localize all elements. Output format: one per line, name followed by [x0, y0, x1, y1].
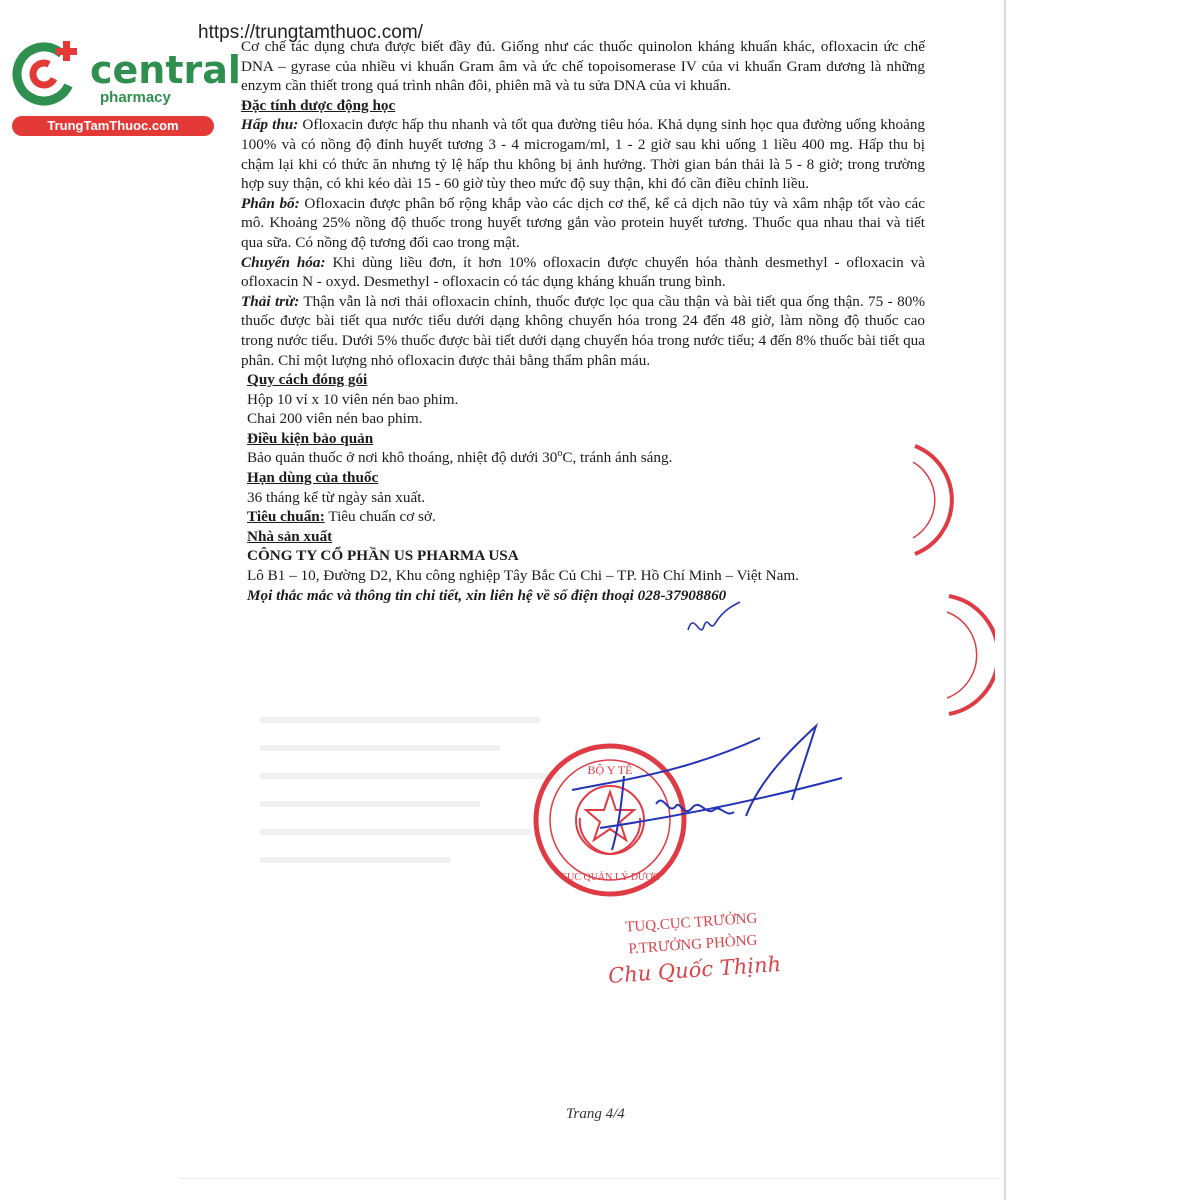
elimination-label: Thải trừ:	[241, 292, 300, 310]
standard-text: Tiêu chuẩn cơ sở.	[328, 508, 436, 526]
signer-name: Chu Quốc Thịnh	[607, 951, 782, 988]
manufacturer-name: CÔNG TY CỔ PHẦN US PHARMA USA	[247, 547, 519, 565]
logo-subtitle: pharmacy	[100, 89, 171, 106]
storage-text-after: C, tránh ánh sáng.	[562, 449, 673, 467]
partial-stamp-right-lower-icon	[935, 590, 995, 720]
distribution-label: Phân bố:	[241, 194, 300, 212]
packaging-heading: Quy cách đóng gói	[247, 371, 368, 389]
distribution-text: Ofloxacin được phân bố rộng khắp vào các dịch cơ thể, kể cả dịch não tủy và xâm nhập tốt vào các mô. Khoảng 25% nồng độ thuốc trong huyết tương gắn vào protein huyết tương. Thuốc qua nhau thai và tiết qua sữa. Có nồng độ tương đối cao trong mật.	[241, 194, 926, 251]
initial-mark-icon	[680, 600, 750, 645]
pk-heading: Đặc tính dược động học	[241, 96, 396, 114]
distribution-paragraph	[241, 194, 925, 253]
metabolism-paragraph	[241, 253, 925, 292]
seal-bottom-text: CỤC QUẢN LÝ DƯỢC	[560, 872, 660, 883]
manufacturer-address: Lô B1 – 10, Đường D2, Khu công nghiệp Tây Bắc Củ Chi – TP. Hồ Chí Minh – Việt Nam.	[247, 567, 799, 585]
seal-top-text: BỘ Y TẾ	[587, 763, 633, 777]
degree-superscript: o	[557, 448, 563, 460]
watermark-url: https://trungtamthuoc.com/	[198, 22, 423, 43]
mechanism-paragraph: Cơ chế tác dụng chưa được biết đầy đủ. Giống như các thuốc quinolon kháng khuẩn khác, ofloxacin ức chế DNA – gyrase của nhiều vi khuẩn Gram âm và ức chế topoisomerase IV của vi khuẩn Gram dương là những enzym cần thiết trong quá trình nhân đôi, phiên mã và tu sửa DNA của vi khuẩn.	[241, 38, 925, 95]
product-info-sections	[247, 370, 925, 605]
storage-text	[247, 448, 925, 468]
partial-stamp-right-upper-icon	[905, 440, 955, 560]
metabolism-label: Chuyển hóa:	[241, 253, 326, 271]
signer-title-2: P.TRƯỞNG PHÒNG	[627, 932, 758, 958]
standard-heading: Tiêu chuẩn:	[247, 508, 325, 526]
elimination-paragraph	[241, 292, 925, 370]
page-edge	[1004, 0, 1006, 1200]
shelf-life-heading: Hạn dùng của thuốc	[247, 469, 379, 487]
manufacturer-heading: Nhà sản xuất	[247, 527, 333, 545]
page-bottom-edge	[180, 1178, 1000, 1179]
elimination-text: Thận vẫn là nơi thải ofloxacin chính, thuốc được lọc qua cầu thận và bài tiết qua ống thận. 75 - 80% thuốc được bài tiết qua nước tiểu dưới dạng không chuyển hóa trong 24 đến 48 giờ, làm nồng độ thuốc cao trong nước tiểu. Dưới 5% thuốc được bài tiết dưới dạng chuyển hóa trong nước tiểu; 4 đến 8% thuốc bài tiết qua phân. Chỉ một lượng nhỏ ofloxacin được thải bằng thẩm phân máu.	[241, 292, 925, 369]
document-body	[241, 37, 925, 605]
packaging-line-2: Chai 200 viên nén bao phim.	[247, 410, 423, 428]
contact-line: Mọi thắc mắc và thông tin chi tiết, xin liên hệ về số điện thoại 028-37908860	[247, 586, 727, 604]
pharmacy-cross-logo-icon	[8, 34, 88, 114]
storage-heading: Điều kiện bảo quản	[247, 429, 374, 447]
metabolism-text: Khi dùng liều đơn, ít hơn 10% ofloxacin được chuyển hóa thành desmethyl - ofloxacin và ofloxacin N - oxyd. Desmethyl - ofloxacin có tác dụng kháng khuẩn trung bình.	[241, 253, 926, 291]
absorption-paragraph	[241, 115, 925, 193]
page-number: Trang 4/4	[566, 1106, 625, 1122]
logo-brand: central	[90, 48, 241, 92]
signer-block	[596, 905, 790, 988]
storage-text-before: Bảo quản thuốc ở nơi khô thoáng, nhiệt độ dưới 30	[247, 449, 558, 467]
logo-domain-badge: TrungTamThuoc.com	[12, 116, 214, 136]
absorption-label: Hấp thu:	[241, 116, 299, 134]
signature-icon	[560, 720, 850, 870]
shelf-life-text: 36 tháng kể từ ngày sản xuất.	[247, 488, 426, 506]
signer-title-1: TUQ.CỤC TRƯỞNG	[624, 910, 758, 936]
absorption-text: Ofloxacin được hấp thu nhanh và tốt qua đường tiêu hóa. Khả dụng sinh học qua đường uống khoảng 100% và có nồng độ đỉnh huyết tương 3 - 4 microgam/ml, 1 - 2 giờ sau khi uống 1 liều 400 mg. Hấp thu bị chậm lại khi có thức ăn nhưng tỷ lệ hấp thu không bị ảnh hưởng. Thời gian bán thải là 5 - 8 giờ; trong trường hợp suy thận, có khi kéo dài 15 - 60 giờ tùy theo mức độ suy thận, khi đó cần điều chỉnh liều.	[241, 116, 926, 193]
central-pharmacy-logo	[8, 34, 241, 139]
packaging-line-1: Hộp 10 vỉ x 10 viên nén bao phim.	[247, 390, 459, 408]
standard-line	[247, 507, 925, 527]
